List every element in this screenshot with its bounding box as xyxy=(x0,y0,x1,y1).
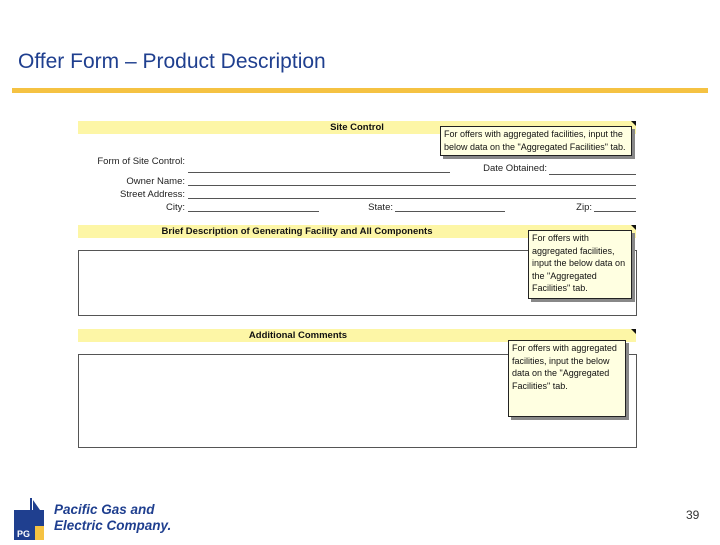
additional-comments-header-text: Additional Comments xyxy=(248,330,348,341)
title-divider xyxy=(12,88,708,93)
company-name-line2: Electric Company. xyxy=(54,518,172,533)
form-of-site-control-field[interactable] xyxy=(188,172,450,173)
site-control-header: Site Control xyxy=(78,121,636,134)
state-label: State: xyxy=(368,202,393,213)
form-of-site-control-label: Form of Site Control: xyxy=(97,156,185,167)
owner-name-label: Owner Name: xyxy=(126,176,185,187)
offer-form xyxy=(78,120,638,450)
date-obtained-field[interactable] xyxy=(549,174,636,175)
description-comment: For offers with aggregated facilities, input the below data on the "Aggregated Facilities" tab. xyxy=(528,230,632,299)
zip-field[interactable] xyxy=(594,211,636,212)
svg-text:PG: PG xyxy=(17,529,31,539)
zip-label: Zip: xyxy=(576,202,592,213)
city-label: City: xyxy=(166,202,185,213)
owner-name-field[interactable] xyxy=(188,185,636,186)
street-address-field[interactable] xyxy=(188,198,636,199)
page-number: 39 xyxy=(686,508,700,522)
description-header-text: Brief Description of Generating Facility and All Components xyxy=(161,226,433,237)
company-name-line1: Pacific Gas and xyxy=(54,502,155,517)
state-field[interactable] xyxy=(395,211,505,212)
comment-indicator-icon[interactable] xyxy=(631,329,636,334)
site-control-comment: For offers with aggregated facilities, input the below data on the "Aggregated Facilities" tab. xyxy=(440,126,632,156)
street-address-label: Street Address: xyxy=(120,189,185,200)
city-field[interactable] xyxy=(188,211,319,212)
company-name xyxy=(54,502,171,534)
pge-logo-icon xyxy=(10,496,50,540)
slide-title: Offer Form – Product Description xyxy=(18,50,326,73)
date-obtained-label: Date Obtained: xyxy=(483,163,547,174)
additional-comments-comment: For offers with aggregated facilities, input the below data on the "Aggregated Facilities" tab. xyxy=(508,340,626,417)
pge-logo xyxy=(10,496,180,540)
